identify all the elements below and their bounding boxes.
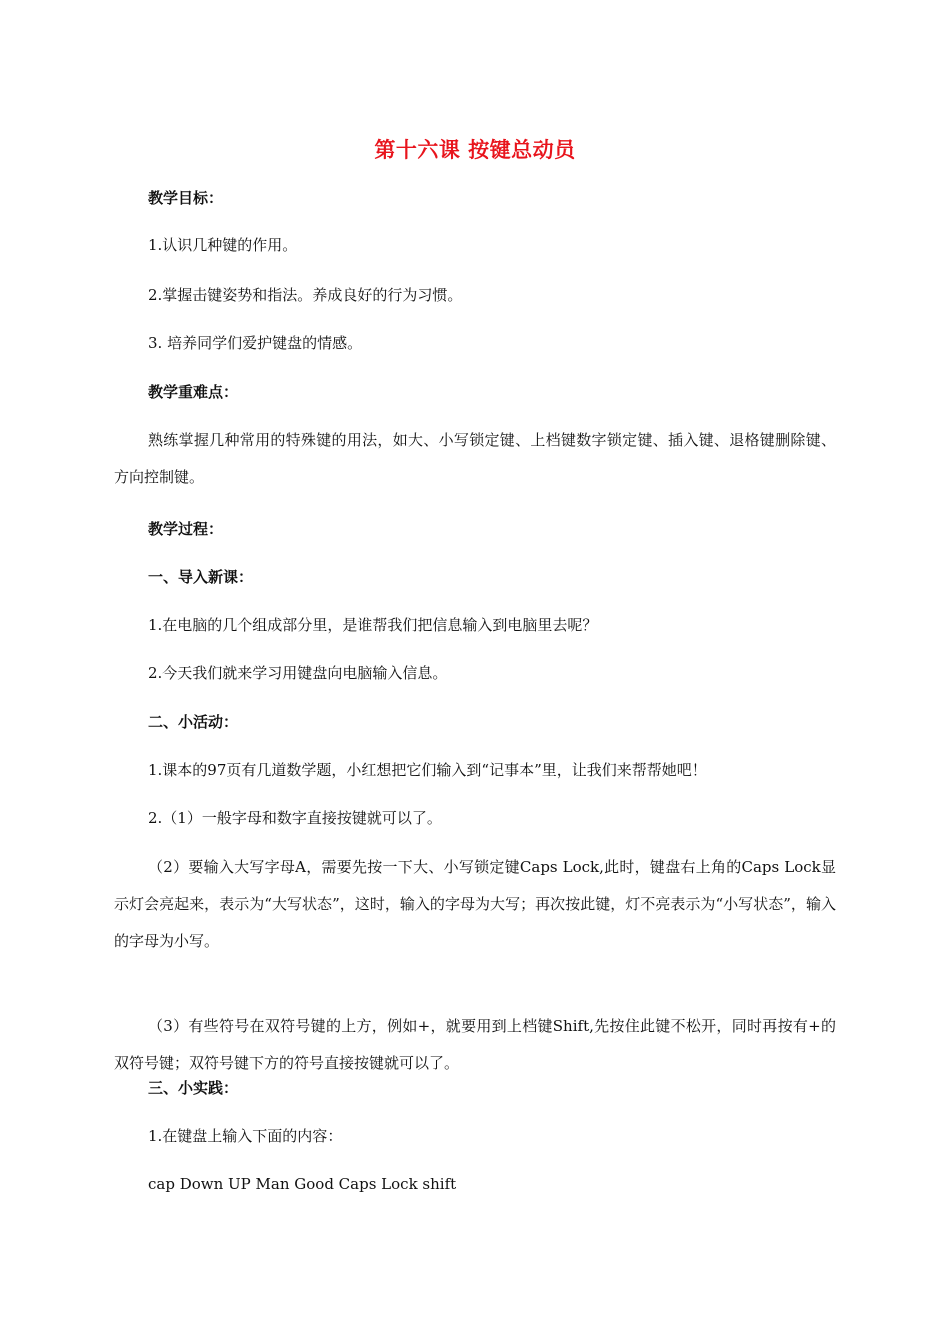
section1-item-2: 2.今天我们就来学习用键盘向电脑输入信息。 bbox=[148, 664, 448, 682]
keypoints-heading: 教学重难点： bbox=[148, 383, 239, 401]
section1-heading: 一、导入新课： bbox=[148, 568, 254, 586]
section2-paragraph-2: （2）要输入大写字母A，需要先按一下大、小写锁定键Caps Lock,此时，键盘右上角的Caps Lock显示灯会亮起来，表示为“大写状态”，这时，输入的字母为大写；再次按此键，灯不亮表示为“小写状态”，输入的字母为小写。 bbox=[114, 858, 836, 950]
lesson-title: 第十六课 按键总动员 bbox=[374, 138, 576, 162]
goal-item-3: 3. 培养同学们爱护键盘的情感。 bbox=[148, 334, 363, 352]
practice-text: cap Down UP Man Good Caps Lock shift bbox=[148, 1175, 457, 1193]
keypoints-text: 熟练掌握几种常用的特殊键的用法，如大、小写锁定键、上档键数字锁定键、插入键、退格键删除键、方向控制键。 bbox=[114, 431, 836, 486]
section3-heading: 三、小实践： bbox=[148, 1079, 239, 1097]
section2-heading: 二、小活动： bbox=[148, 713, 239, 731]
section2-paragraph-3: （3）有些符号在双符号键的上方，例如+，就要用到上档键Shift,先按住此键不松开，同时再按有+的双符号键；双符号键下方的符号直接按键就可以了。 bbox=[114, 1017, 836, 1072]
section3-item-1: 1.在键盘上输入下面的内容： bbox=[148, 1127, 343, 1145]
section2-item-2: 2.（1）一般字母和数字直接按键就可以了。 bbox=[148, 809, 442, 827]
process-heading: 教学过程： bbox=[148, 520, 224, 538]
section1-item-1: 1.在电脑的几个组成部分里，是谁帮我们把信息输入到电脑里去呢？ bbox=[148, 616, 598, 634]
goals-heading: 教学目标： bbox=[148, 189, 224, 207]
goal-item-2: 2.掌握击键姿势和指法。养成良好的行为习惯。 bbox=[148, 286, 463, 304]
section2-item-1: 1.课本的97页有几道数学题，小红想把它们输入到“记事本”里，让我们来帮帮她吧！ bbox=[148, 761, 707, 779]
goal-item-1: 1.认识几种键的作用。 bbox=[148, 236, 298, 254]
